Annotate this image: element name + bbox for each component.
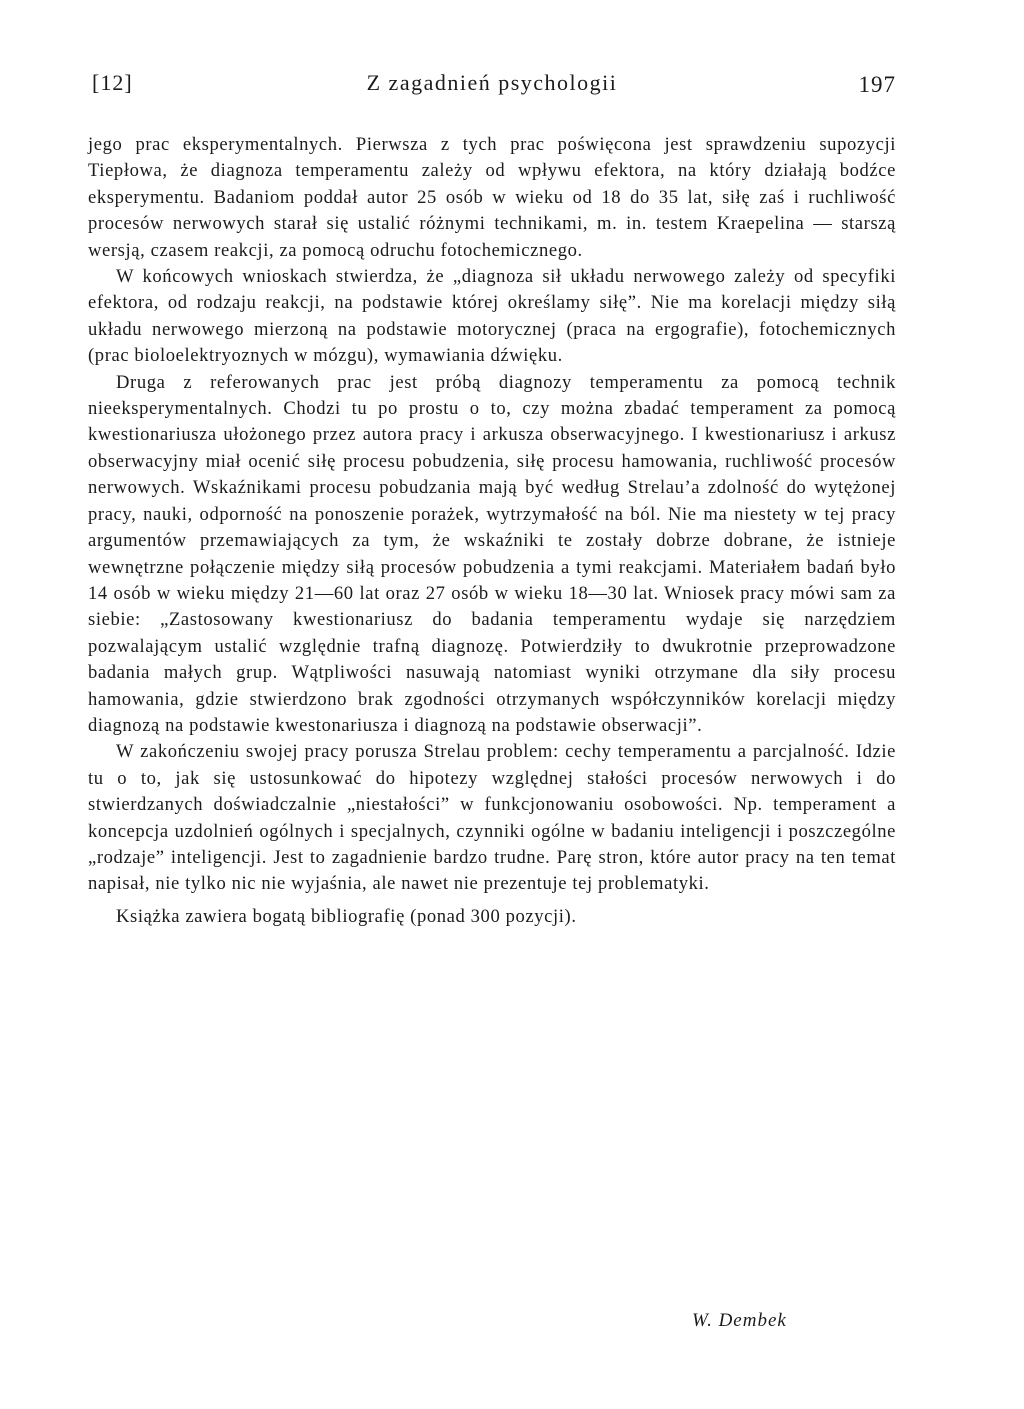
page-reference: [12] xyxy=(92,70,133,95)
paragraph-2: W końcowych wnioskach stwierdza, że „diagnoza sił układu nerwowego zależy od specyfiki efektora, od rodzaju reakcji, na podstawie której określamy siłę”. Nie ma korelacji między siłą układu nerwowego mierzoną na podstawie motorycznej (praca na ergografie), fotochemicznych (prac bioloelektryoznych w mózgu), wymawiania dźwięku. xyxy=(88,266,896,367)
paragraph-3: Druga z referowanych prac jest próbą diagnozy temperamentu za pomocą technik nieeksperymentalnych. Chodzi tu po prostu o to, czy można zbadać temperament za pomocą kwestionariusza ułożonego przez autora pracy i arkusza obserwacyjnego. I kwestionariusz i arkusz obserwacyjny miał ocenić siłę procesu pobudzenia, siłę procesu hamowania, ruchliwość procesów nerwowych. Wskaźnikami procesu pobudzania mają być według Strelau’a zdolność do wytężonej pracy, nauki, odporność na ponoszenie porażek, wytrzymałość na ból. Nie ma niestety w tej pracy argumentów przemawiających za tym, że wskaźniki te zostały dobrze dobrane, że istnieje wewnętrzne połączenie między siłą procesów pobudzenia a tymi reakcjami. Materiałem badań było 14 osób w wieku między 21—60 lat oraz 27 osób w wieku 18—30 lat. Wniosek pracy mówi sam za siebie: „Zastosowany kwestionariusz do badania temperamentu wydaje się narzędziem pozwalającym ustalić względnie trafną diagnozę. Potwierdziły to dwukrotnie przeprowadzone badania małych grup. Wątpliwości nasuwają natomiast wyniki otrzymane dla siły procesu hamowania, gdzie stwierdzono brak zgodności otrzymanych współczynników korelacji między diagnozą na podstawie kwestonariusza i diagnozą na podstawie obserwacji”. xyxy=(88,371,896,736)
running-header xyxy=(88,70,896,112)
closing-line: Książka zawiera bogatą bibliografię (ponad 300 pozycji). xyxy=(116,905,577,927)
document-page xyxy=(88,70,896,928)
body-text xyxy=(88,132,896,898)
paragraph-4: W zakończeniu swojej pracy porusza Strelau problem: cechy temperamentu a parcjalność. Idzie tu o to, jak się ustosunkować do hipotezy względnej stałości procesów nerwowych i do stwierdzanych doświadczalnie „niestałości” w funkcjonowaniu osobowości. Np. temperament a koncepcja uzdolnień ogólnych i specjalnych, czynniki ogólne w badaniu inteligencji i poszczególne „rodzaje” inteligencji. Jest to zagadnienie bardzo trudne. Parę stron, które autor pracy na ten temat napisał, nie tylko nic nie wyjaśnia, ale nawet nie prezentuje tej problematyki. xyxy=(88,741,896,895)
paragraph-1: jego prac eksperymentalnych. Pierwsza z tych prac poświęcona jest sprawdzeniu supozycji Tiepłowa, że diagnoza temperamentu zależy od wpływu efektora, na który działają bodźce eksperymentu. Badaniom poddał autor 25 osób w wieku od 18 do 35 lat, siłę zaś i ruchliwość procesów nerwowych starał się ustalić różnymi technikami, m. in. testem Kraepelina — starszą wersją, czasem reakcji, za pomocą odruchu fotochemicznego. xyxy=(88,134,896,261)
section-title: Z zagadnień psychologii xyxy=(366,70,618,95)
page-number: 197 xyxy=(858,72,896,97)
author-signature: W. Dembek xyxy=(692,1310,787,1331)
